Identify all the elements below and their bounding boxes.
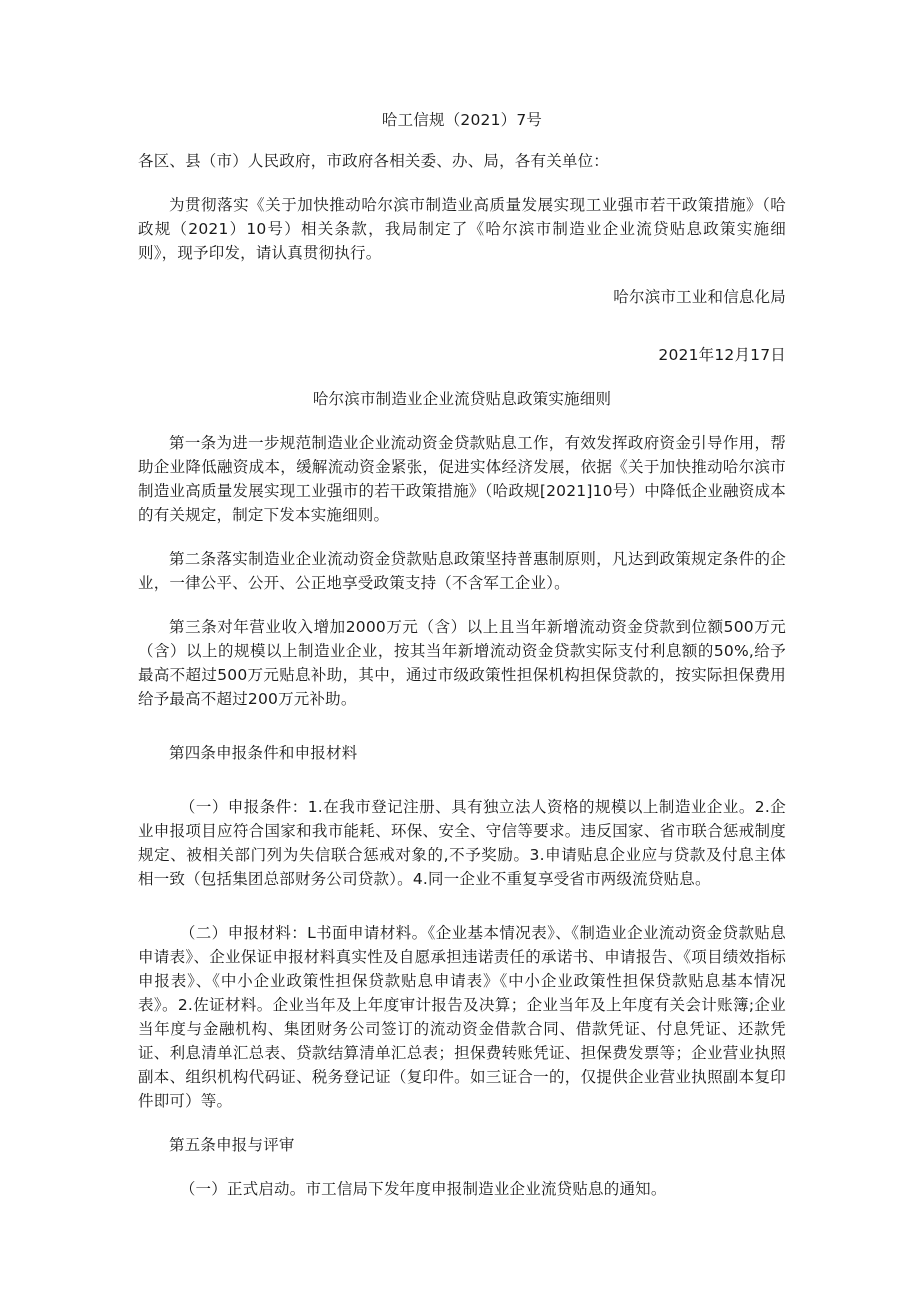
document-title: 哈尔滨市制造业企业流贷贴息政策实施细则 xyxy=(312,390,612,408)
issuer: 哈尔滨市工业和信息化局 xyxy=(613,288,786,306)
article-5-heading: 第五条申报与评审 xyxy=(169,1136,295,1154)
article-3: 第三条对年营业收入增加2000万元（含）以上且当年新增流动资金贷款到位额500万元（含）以上的规模以上制造业企业，按其当年新增流动资金贷款实际支付利息额的50%,给予最高不超过500万元贴息补助，其中，通过市级政策性担保机构担保贷款的，按实际担保费用给予最高不超过200万元补助。 xyxy=(138,618,786,708)
article-5-item-1: （一）正式启动。市工信局下发年度申报制造业企业流贷贴息的通知。 xyxy=(179,1180,667,1198)
salutation: 各区、县（市）人民政府，市政府各相关委、办、局，各有关单位： xyxy=(138,152,610,170)
document-page xyxy=(138,108,786,1201)
article-4-item-1: （一）申报条件：1.在我市登记注册、具有独立法人资格的规模以上制造业企业。2.企业申报项目应符合国家和我市能耗、环保、安全、守信等要求。违反国家、省市联合惩戒制度规定、被相关部门列为失信联合惩戒对象的,不予奖励。3.申请贴息企业应与贷款及付息主体相一致（包括集团总部财务公司贷款）。4.同一企业不重复享受省市两级流贷贴息。 xyxy=(138,798,786,888)
article-1: 第一条为进一步规范制造业企业流动资金贷款贴息工作，有效发挥政府资金引导作用，帮助企业降低融资成本，缓解流动资金紧张，促进实体经济发展，依据《关于加快推动哈尔滨市制造业高质量发展实现工业强市的若干政策措施》（哈政规[2021]10号）中降低企业融资成本的有关规定，制定下发本实施细则。 xyxy=(138,434,786,524)
document-number: 哈工信规（2021）7号 xyxy=(381,111,543,129)
article-4-heading: 第四条申报条件和申报材料 xyxy=(169,744,358,762)
article-4-item-2: （二）申报材料：L书面申请材料。《企业基本情况表》、《制造业企业流动资金贷款贴息申请表》、企业保证申报材料真实性及自愿承担违诺责任的承诺书、申请报告、《项目绩效指标申报表》、《中小企业政策性担保贷款贴息申请表》《中小企业政策性担保贷款贴息基本情况表》。2.佐证材料。企业当年及上年度审计报告及决算；企业当年及上年度有关会计账簿;企业当年度与金融机构、集团财务公司签订的流动资金借款合同、借款凭证、付息凭证、还款凭证、利息清单汇总表、贷款结算清单汇总表；担保费转账凭证、担保费发票等；企业营业执照副本、组织机构代码证、税务登记证（复印件。如三证合一的，仅提供企业营业执照副本复印件即可）等。 xyxy=(138,924,786,1110)
issue-date: 2021年12月17日 xyxy=(658,346,786,364)
article-2: 第二条落实制造业企业流动资金贷款贴息政策坚持普惠制原则，凡达到政策规定条件的企业，一律公平、公开、公正地享受政策支持（不含军工企业）。 xyxy=(138,550,786,592)
intro-paragraph: 为贯彻落实《关于加快推动哈尔滨市制造业高质量发展实现工业强市若干政策措施》（哈政规（2021）10号）相关条款，我局制定了《哈尔滨市制造业企业流贷贴息政策实施细则》，现予印发，请认真贯彻执行。 xyxy=(138,196,786,262)
